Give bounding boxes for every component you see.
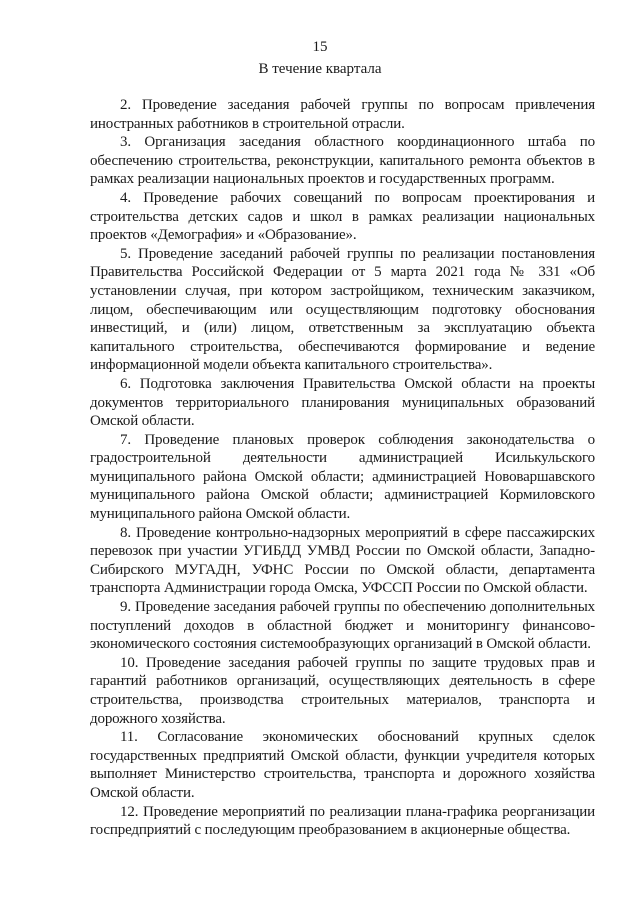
plan-item: 8. Проведение контрольно-надзорных мероприятий в сфере пассажирских перевозок при участии УГИБДД УМВД России по Омской области, Западно-Сибирского МУГАДН, УФНС России по Омской области, департамента транспорта Администрации города Омска, УФССП России по Омской области. <box>90 524 595 597</box>
plan-items-list <box>90 96 595 840</box>
plan-item: 3. Организация заседания областного координационного штаба по обеспечению строительства, реконструкции, капитального ремонта объектов в рамках реализации национальных проектов и государственных программ. <box>90 134 595 188</box>
plan-item: 2. Проведение заседания рабочей группы по вопросам привлечения иностранных работников в строительной отрасли. <box>90 97 595 132</box>
plan-item: 11. Согласование экономических обоснований крупных сделок государственных предприятий Омской области, функции учредителя которых выполняет Министерство строительства, транспорта и дорожного хозяйства Омской области. <box>90 729 595 801</box>
plan-item: 10. Проведение заседания рабочей группы по защите трудовых прав и гарантий работников организаций, осуществляющих деятельность в сфере строительства, производства строительных материалов, транспорта и дорожного хозяйства. <box>90 654 595 727</box>
plan-item: 7. Проведение плановых проверок соблюдения законодательства о градостроительной деятельности администрацией Исилькульского муниципального района Омской области; администрацией Нововаршавского муниципального района Омской области; администрацией Кормиловского муниципального района Омской области. <box>90 431 595 523</box>
plan-item: 9. Проведение заседания рабочей группы по обеспечению дополнительных поступлений доходов в областной бюджет и мониторингу финансово-экономического состояния системообразующих организаций в Омской области. <box>90 599 595 653</box>
plan-item: 5. Проведение заседаний рабочей группы по реализации постановления Правительства Российской Федерации от 5 марта 2021 года № 331 «Об установлении случая, при котором застройщиком, техническим заказчиком, лицом, обеспечивающим или осуществляющим подготовку обоснования инвестиций, и (или) лицом, ответственным за эксплуатацию объекта капитального строительства, обеспечиваются формирование и ведение информационной модели объекта капитального строительства». <box>90 245 595 374</box>
plan-item: 4. Проведение рабочих совещаний по вопросам проектирования и строительства детских садов и школ в рамках реализации национальных проектов «Демография» и «Образование». <box>90 189 595 244</box>
plan-item: 6. Подготовка заключения Правительства Омской области на проекты документов территориального планирования муниципальных образований Омской области. <box>90 375 595 430</box>
page-number: 15 <box>312 39 328 55</box>
section-heading: В течение квартала <box>258 61 382 77</box>
plan-item: 12. Проведение мероприятий по реализации плана-графика реорганизации госпредприятий с последующим преобразованием в акционерные общества. <box>90 803 595 839</box>
